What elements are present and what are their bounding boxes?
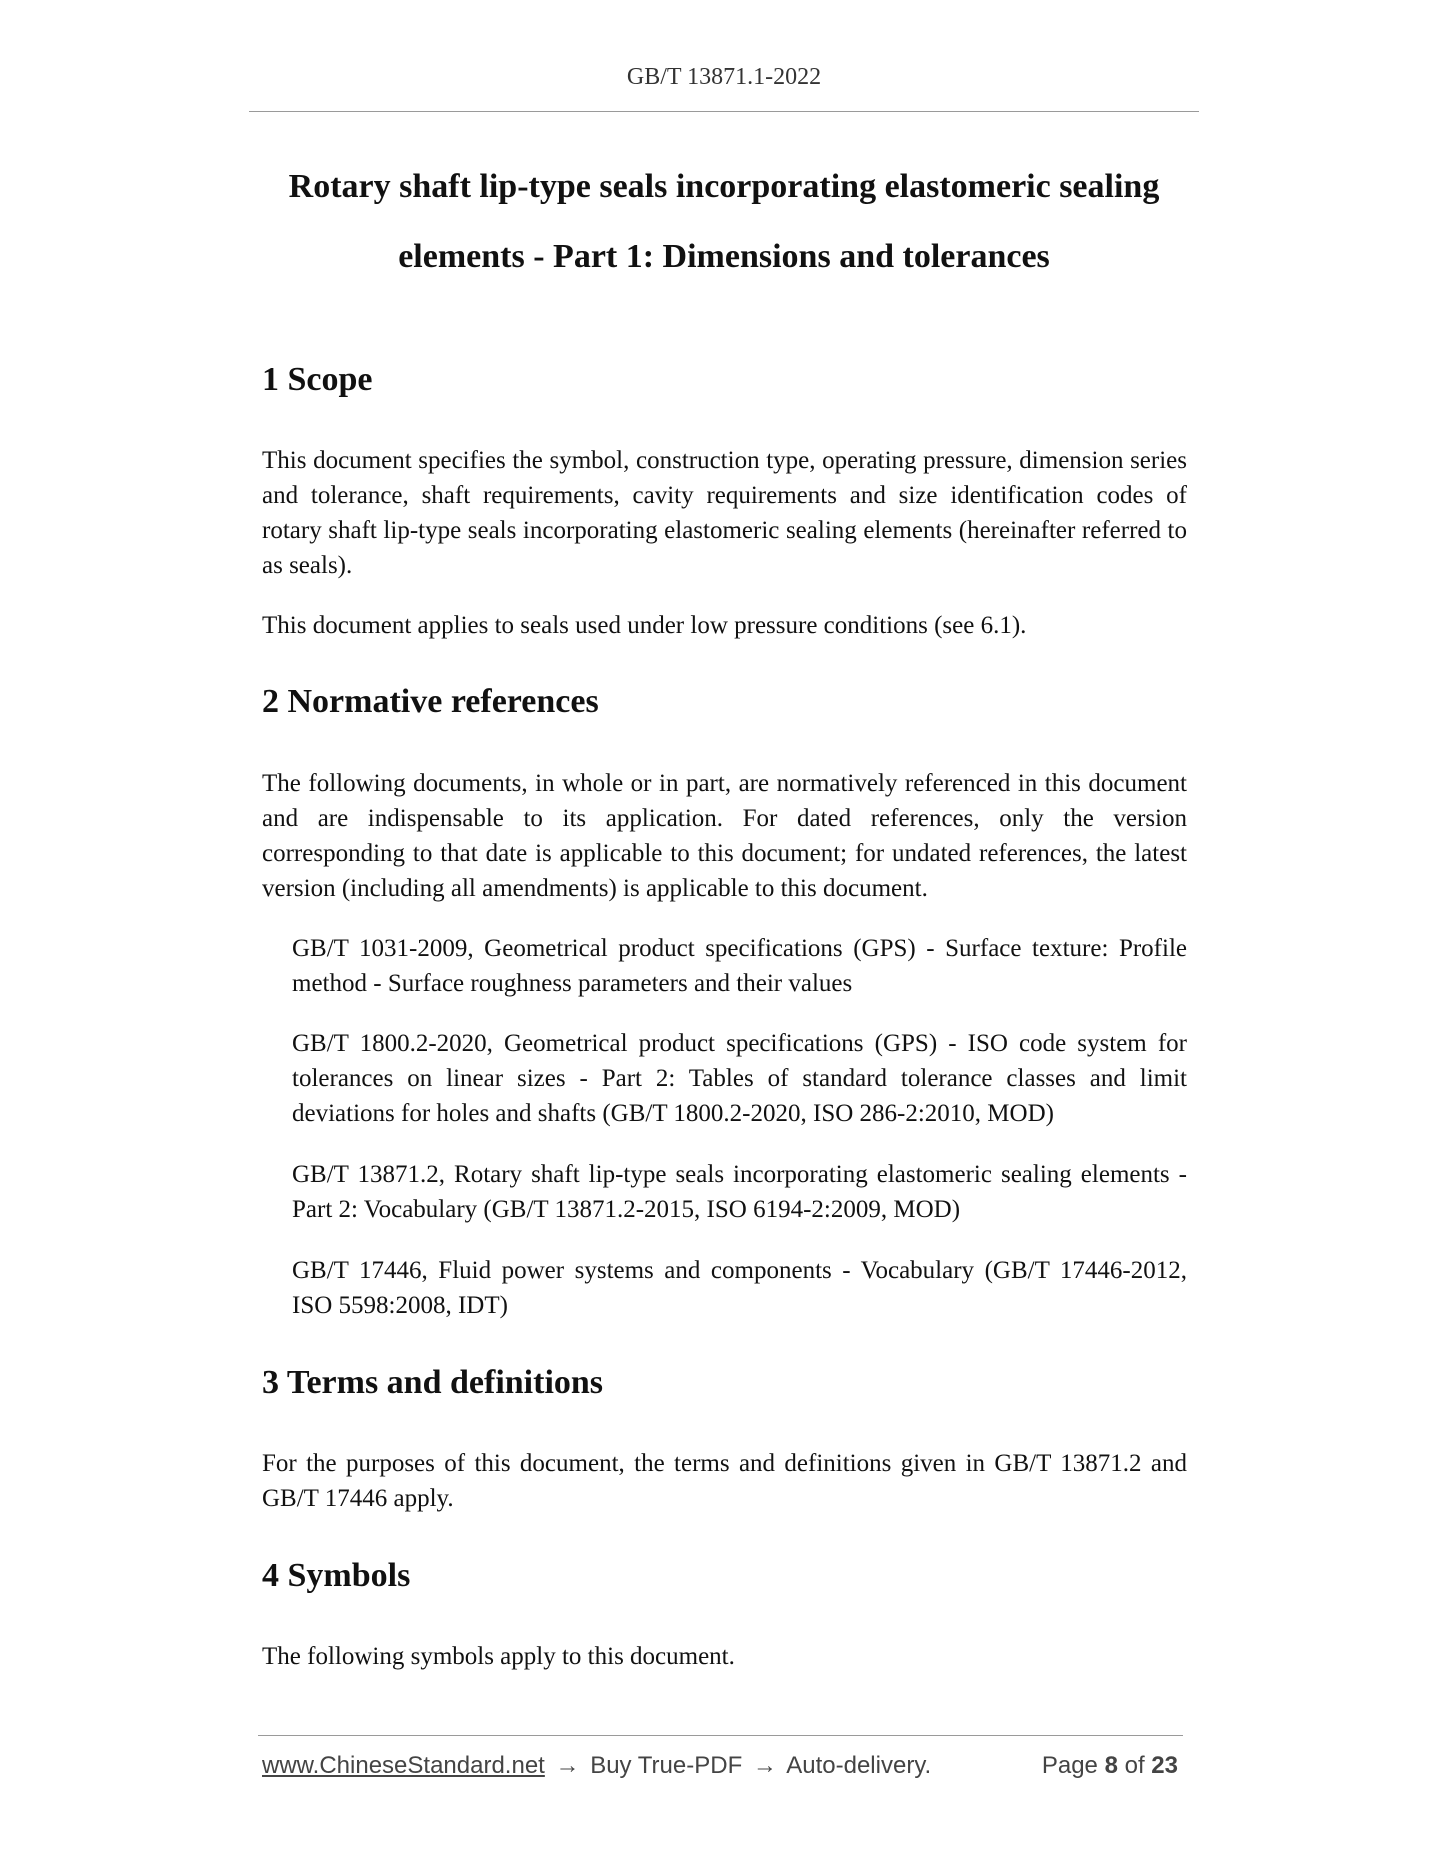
document-title-line-2: elements - Part 1: Dimensions and tolerances bbox=[398, 238, 1050, 275]
section-heading-normative-references: 2 Normative references bbox=[262, 683, 599, 720]
terms-paragraph: For the purposes of this document, the terms and definitions given in GB/T 13871.2 and GB/T 17446 apply. bbox=[262, 1450, 1187, 1512]
scope-paragraph-2: This document applies to seals used under low pressure conditions (see 6.1). bbox=[262, 612, 1027, 639]
page-indicator bbox=[1042, 1752, 1178, 1780]
arrow-right-icon: → bbox=[752, 1752, 777, 1779]
reference-item: GB/T 1031-2009, Geometrical product specifications (GPS) - Surface texture: Profile method - Surface roughness parameters and their values bbox=[292, 935, 1187, 997]
document-title-line-1: Rotary shaft lip-type seals incorporating elastomeric sealing bbox=[288, 168, 1160, 205]
section-heading-scope: 1 Scope bbox=[262, 361, 373, 398]
buy-true-pdf-text: Buy True-PDF bbox=[590, 1752, 743, 1779]
reference-item: GB/T 13871.2, Rotary shaft lip-type seals incorporating elastomeric sealing elements - Part 2: Vocabulary (GB/T 13871.2-2015, ISO 6194-2:2009, MOD) bbox=[292, 1161, 1187, 1223]
footer-promo bbox=[262, 1752, 931, 1780]
normative-references-intro: The following documents, in whole or in part, are normatively referenced in this document and are indispensable to its application. For dated references, only the version corresponding to that date is applicable to this document; for undated references, the latest version (including all amendments) is applicable to this document. bbox=[262, 770, 1187, 902]
symbols-paragraph: The following symbols apply to this document. bbox=[262, 1643, 735, 1670]
page-label: Page bbox=[1041, 1752, 1098, 1779]
website-link[interactable]: www.ChineseStandard.net bbox=[262, 1752, 545, 1779]
reference-item: GB/T 17446, Fluid power systems and components - Vocabulary (GB/T 17446-2012, ISO 5598:2008, IDT) bbox=[292, 1257, 1187, 1319]
reference-item: GB/T 1800.2-2020, Geometrical product specifications (GPS) - ISO code system for tolerances on linear sizes - Part 2: Tables of standard tolerance classes and limit deviations for holes and shafts (GB/T 1800.2-2020, ISO 286-2:2010, MOD) bbox=[292, 1030, 1187, 1127]
header-divider bbox=[249, 111, 1199, 112]
page-total-number: 23 bbox=[1151, 1752, 1178, 1779]
running-header-doc-number: GB/T 13871.1-2022 bbox=[626, 64, 822, 90]
section-heading-symbols: 4 Symbols bbox=[262, 1557, 411, 1594]
footer-divider bbox=[258, 1735, 1183, 1736]
document-title bbox=[249, 152, 1199, 292]
arrow-right-icon: → bbox=[555, 1752, 580, 1779]
page-of-label: of bbox=[1124, 1752, 1145, 1779]
page-current-number: 8 bbox=[1104, 1752, 1118, 1779]
section-heading-terms-and-definitions: 3 Terms and definitions bbox=[262, 1364, 604, 1401]
scope-paragraph-1: This document specifies the symbol, construction type, operating pressure, dimension series and tolerance, shaft requirements, cavity requirements and size identification codes of rotary shaft lip-type seals incorporating elastomeric sealing elements (hereinafter referred to as seals). bbox=[262, 447, 1187, 579]
auto-delivery-text: Auto-delivery. bbox=[786, 1752, 932, 1779]
